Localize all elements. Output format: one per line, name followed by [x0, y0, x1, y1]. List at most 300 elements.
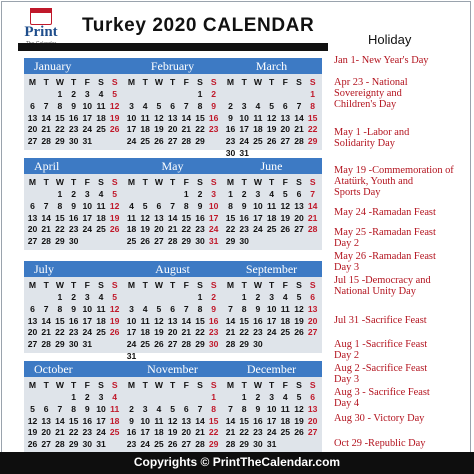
day-cell[interactable]: 30 [253, 339, 263, 350]
day-cell[interactable]: 28 [181, 136, 192, 147]
day-cell[interactable]: 19 [27, 427, 38, 438]
day-cell[interactable]: 28 [195, 439, 205, 450]
day-cell[interactable]: 29 [239, 339, 249, 350]
day-cell[interactable]: 8 [183, 200, 189, 211]
day-cell[interactable]: 16 [225, 124, 236, 135]
day-cell[interactable]: 21 [181, 124, 192, 135]
day-cell[interactable]: 28 [294, 136, 304, 147]
day-cell[interactable]: 19 [154, 327, 164, 338]
day-cell[interactable]: 13 [27, 112, 38, 123]
day-cell[interactable]: 24 [82, 224, 93, 235]
day-cell[interactable]: 13 [167, 315, 178, 326]
day-cell[interactable]: 7 [183, 100, 189, 111]
day-cell[interactable]: 26 [27, 439, 38, 450]
day-cell[interactable]: 8 [57, 100, 63, 111]
day-cell[interactable]: 9 [211, 303, 217, 314]
day-cell[interactable]: 4 [129, 200, 134, 211]
day-cell[interactable]: 23 [126, 439, 137, 450]
day-cell[interactable]: 8 [241, 403, 247, 414]
day-cell[interactable]: 10 [239, 112, 249, 123]
day-cell[interactable]: 25 [266, 224, 277, 235]
day-cell[interactable]: 10 [82, 303, 93, 314]
day-cell[interactable]: 22 [181, 224, 192, 235]
day-cell[interactable]: 23 [195, 224, 205, 235]
day-cell[interactable]: 1 [228, 189, 233, 199]
day-cell[interactable]: 18 [154, 427, 164, 438]
day-cell[interactable]: 3 [255, 189, 261, 199]
day-cell[interactable]: 7 [57, 403, 63, 414]
day-cell[interactable]: 30 [253, 439, 263, 450]
day-cell[interactable]: 13 [280, 112, 291, 123]
day-cell[interactable]: 16 [253, 315, 263, 326]
day-cell[interactable]: 21 [225, 427, 236, 438]
day-cell[interactable]: 14 [41, 112, 51, 123]
day-cell[interactable]: 16 [68, 315, 79, 326]
day-cell[interactable]: 14 [55, 415, 65, 426]
day-cell[interactable]: 16 [82, 415, 93, 426]
day-cell[interactable]: 15 [181, 212, 192, 223]
day-cell[interactable]: 12 [154, 112, 164, 123]
day-cell[interactable]: 4 [142, 100, 148, 111]
day-cell[interactable]: 29 [195, 339, 205, 350]
day-cell[interactable]: 3 [241, 100, 247, 111]
day-cell[interactable]: 2 [71, 292, 76, 302]
day-cell[interactable]: 27 [41, 439, 51, 450]
day-cell[interactable]: 7 [310, 189, 316, 199]
day-cell[interactable]: 22 [68, 427, 79, 438]
day-cell[interactable]: 2 [255, 292, 261, 302]
day-cell[interactable]: 5 [142, 200, 148, 211]
day-cell[interactable]: 19 [140, 224, 150, 235]
day-cell[interactable]: 12 [27, 415, 38, 426]
day-cell[interactable]: 1 [71, 392, 76, 402]
day-cell[interactable]: 24 [140, 439, 150, 450]
day-cell[interactable]: 1 [197, 89, 203, 99]
day-cell[interactable]: 22 [55, 224, 65, 235]
day-cell[interactable]: 19 [167, 427, 178, 438]
day-cell[interactable]: 17 [239, 124, 249, 135]
day-cell[interactable]: 19 [109, 112, 120, 123]
day-cell[interactable]: 29 [208, 439, 219, 450]
day-cell[interactable]: 28 [41, 136, 51, 147]
day-cell[interactable]: 19 [154, 124, 164, 135]
day-cell[interactable]: 10 [82, 100, 93, 111]
day-cell[interactable]: 31 [82, 339, 93, 350]
day-cell[interactable]: 21 [41, 224, 51, 235]
day-cell[interactable]: 25 [96, 327, 106, 338]
day-cell[interactable]: 9 [211, 100, 217, 111]
day-cell[interactable]: 18 [96, 112, 106, 123]
day-cell[interactable]: 1 [57, 89, 63, 99]
day-cell[interactable]: 30 [68, 236, 79, 247]
day-cell[interactable]: 24 [208, 224, 219, 235]
day-cell[interactable]: 6 [310, 392, 316, 402]
day-cell[interactable]: 18 [280, 415, 291, 426]
day-cell[interactable]: 20 [181, 427, 192, 438]
day-cell[interactable]: 28 [225, 339, 236, 350]
day-cell[interactable]: 26 [154, 339, 164, 350]
day-cell[interactable]: 28 [225, 439, 236, 450]
day-cell[interactable]: 21 [195, 427, 205, 438]
day-cell[interactable]: 16 [68, 112, 79, 123]
day-cell[interactable]: 11 [110, 403, 120, 414]
day-cell[interactable]: 3 [142, 403, 148, 414]
day-cell[interactable]: 4 [269, 189, 274, 199]
day-cell[interactable]: 2 [197, 189, 203, 199]
day-cell[interactable]: 27 [27, 136, 38, 147]
day-cell[interactable]: 12 [280, 200, 291, 211]
day-cell[interactable]: 4 [255, 100, 261, 111]
day-cell[interactable]: 15 [225, 212, 236, 223]
day-cell[interactable]: 16 [208, 315, 219, 326]
day-cell[interactable]: 15 [55, 112, 65, 123]
day-cell[interactable]: 13 [307, 303, 318, 314]
day-cell[interactable]: 6 [170, 303, 175, 314]
day-cell[interactable]: 31 [96, 439, 106, 450]
day-cell[interactable]: 14 [181, 315, 192, 326]
day-cell[interactable]: 25 [140, 136, 150, 147]
day-cell[interactable]: 3 [98, 392, 104, 402]
day-cell[interactable]: 15 [239, 415, 249, 426]
day-cell[interactable]: 11 [267, 200, 277, 211]
day-cell[interactable]: 16 [253, 415, 263, 426]
day-cell[interactable]: 4 [156, 403, 162, 414]
day-cell[interactable]: 2 [211, 89, 217, 99]
day-cell[interactable]: 5 [170, 403, 175, 414]
day-cell[interactable]: 28 [181, 339, 192, 350]
day-cell[interactable]: 22 [208, 427, 219, 438]
day-cell[interactable]: 3 [211, 189, 217, 199]
day-cell[interactable]: 21 [181, 327, 192, 338]
day-cell[interactable]: 4 [112, 392, 118, 402]
day-cell[interactable]: 1 [310, 89, 316, 99]
day-cell[interactable]: 8 [241, 303, 247, 314]
day-cell[interactable]: 1 [57, 189, 63, 199]
day-cell[interactable]: 19 [266, 124, 277, 135]
day-cell[interactable]: 30 [225, 148, 236, 158]
day-cell[interactable]: 8 [197, 100, 203, 111]
day-cell[interactable]: 1 [241, 392, 247, 402]
day-cell[interactable]: 20 [294, 212, 304, 223]
day-cell[interactable]: 9 [255, 303, 261, 314]
day-cell[interactable]: 6 [310, 292, 316, 302]
day-cell[interactable]: 27 [294, 224, 304, 235]
day-cell[interactable]: 9 [84, 403, 90, 414]
day-cell[interactable]: 26 [294, 427, 304, 438]
day-cell[interactable]: 31 [266, 439, 277, 450]
day-cell[interactable]: 18 [109, 415, 120, 426]
day-cell[interactable]: 13 [294, 200, 304, 211]
day-cell[interactable]: 18 [266, 212, 277, 223]
day-cell[interactable]: 18 [96, 315, 106, 326]
day-cell[interactable]: 24 [266, 327, 277, 338]
day-cell[interactable]: 8 [197, 303, 203, 314]
day-cell[interactable]: 1 [211, 392, 217, 402]
day-cell[interactable]: 25 [126, 236, 137, 247]
day-cell[interactable]: 21 [225, 327, 236, 338]
day-cell[interactable]: 7 [43, 303, 49, 314]
day-cell[interactable]: 14 [41, 315, 51, 326]
day-cell[interactable]: 29 [68, 439, 79, 450]
day-cell[interactable]: 17 [266, 415, 277, 426]
day-cell[interactable]: 13 [41, 415, 51, 426]
day-cell[interactable]: 1 [183, 189, 189, 199]
day-cell[interactable]: 8 [211, 403, 217, 414]
day-cell[interactable]: 21 [307, 212, 318, 223]
day-cell[interactable]: 5 [296, 392, 302, 402]
day-cell[interactable]: 26 [167, 439, 178, 450]
day-cell[interactable]: 27 [154, 236, 164, 247]
day-cell[interactable]: 5 [112, 89, 118, 99]
day-cell[interactable]: 11 [140, 112, 150, 123]
day-cell[interactable]: 12 [140, 212, 150, 223]
day-cell[interactable]: 29 [55, 339, 65, 350]
day-cell[interactable]: 31 [82, 136, 93, 147]
day-cell[interactable]: 28 [167, 236, 178, 247]
day-cell[interactable]: 17 [82, 315, 93, 326]
day-cell[interactable]: 23 [239, 224, 249, 235]
day-cell[interactable]: 9 [71, 100, 76, 111]
day-cell[interactable]: 7 [43, 100, 49, 111]
day-cell[interactable]: 15 [195, 112, 205, 123]
day-cell[interactable]: 26 [154, 136, 164, 147]
day-cell[interactable]: 2 [129, 403, 134, 414]
day-cell[interactable]: 7 [197, 403, 203, 414]
day-cell[interactable]: 24 [96, 427, 106, 438]
day-cell[interactable]: 28 [307, 224, 318, 235]
day-cell[interactable]: 11 [96, 303, 106, 314]
day-cell[interactable]: 14 [225, 315, 236, 326]
day-cell[interactable]: 13 [181, 415, 192, 426]
day-cell[interactable]: 23 [68, 327, 79, 338]
day-cell[interactable]: 3 [129, 100, 134, 111]
day-cell[interactable]: 27 [167, 136, 178, 147]
day-cell[interactable]: 3 [269, 392, 274, 402]
day-cell[interactable]: 3 [129, 303, 134, 314]
day-cell[interactable]: 25 [96, 224, 106, 235]
day-cell[interactable]: 8 [310, 100, 316, 111]
day-cell[interactable]: 23 [253, 427, 263, 438]
day-cell[interactable]: 24 [82, 327, 93, 338]
day-cell[interactable]: 27 [27, 339, 38, 350]
day-cell[interactable]: 23 [208, 124, 219, 135]
day-cell[interactable]: 25 [154, 439, 164, 450]
day-cell[interactable]: 11 [126, 212, 137, 223]
day-cell[interactable]: 4 [98, 292, 104, 302]
day-cell[interactable]: 27 [307, 427, 318, 438]
day-cell[interactable]: 24 [126, 339, 137, 350]
day-cell[interactable]: 4 [98, 189, 104, 199]
day-cell[interactable]: 9 [241, 200, 247, 211]
day-cell[interactable]: 11 [96, 100, 106, 111]
day-cell[interactable]: 12 [266, 112, 277, 123]
day-cell[interactable]: 12 [167, 415, 178, 426]
day-cell[interactable]: 10 [266, 303, 277, 314]
day-cell[interactable]: 12 [109, 303, 120, 314]
day-cell[interactable]: 2 [71, 189, 76, 199]
day-cell[interactable]: 7 [170, 200, 175, 211]
day-cell[interactable]: 30 [82, 439, 93, 450]
day-cell[interactable]: 29 [239, 439, 249, 450]
day-cell[interactable]: 6 [156, 200, 162, 211]
day-cell[interactable]: 1 [241, 292, 247, 302]
day-cell[interactable]: 27 [280, 136, 291, 147]
day-cell[interactable]: 7 [183, 303, 189, 314]
day-cell[interactable]: 16 [208, 112, 219, 123]
day-cell[interactable]: 18 [253, 124, 263, 135]
day-cell[interactable]: 15 [239, 315, 249, 326]
day-cell[interactable]: 27 [27, 236, 38, 247]
day-cell[interactable]: 16 [239, 212, 249, 223]
day-cell[interactable]: 8 [71, 403, 76, 414]
day-cell[interactable]: 23 [68, 224, 79, 235]
day-cell[interactable]: 3 [269, 292, 274, 302]
day-cell[interactable]: 12 [109, 200, 120, 211]
day-cell[interactable]: 9 [197, 200, 203, 211]
day-cell[interactable]: 9 [129, 415, 134, 426]
day-cell[interactable]: 18 [126, 224, 137, 235]
day-cell[interactable]: 20 [41, 427, 51, 438]
day-cell[interactable]: 16 [195, 212, 205, 223]
day-cell[interactable]: 6 [30, 303, 35, 314]
day-cell[interactable]: 5 [156, 100, 162, 111]
day-cell[interactable]: 2 [71, 89, 76, 99]
day-cell[interactable]: 19 [109, 212, 120, 223]
day-cell[interactable]: 17 [126, 124, 137, 135]
day-cell[interactable]: 31 [208, 236, 219, 247]
day-cell[interactable]: 13 [307, 403, 318, 414]
day-cell[interactable]: 26 [109, 124, 120, 135]
day-cell[interactable]: 25 [253, 136, 263, 147]
day-cell[interactable]: 20 [167, 124, 178, 135]
day-cell[interactable]: 8 [57, 200, 63, 211]
day-cell[interactable]: 29 [307, 136, 318, 147]
day-cell[interactable]: 4 [142, 303, 148, 314]
day-cell[interactable]: 11 [154, 415, 164, 426]
day-cell[interactable]: 14 [181, 112, 192, 123]
day-cell[interactable]: 15 [195, 315, 205, 326]
day-cell[interactable]: 11 [280, 303, 290, 314]
day-cell[interactable]: 17 [253, 212, 263, 223]
day-cell[interactable]: 20 [167, 327, 178, 338]
day-cell[interactable]: 6 [30, 100, 35, 111]
day-cell[interactable]: 10 [126, 112, 137, 123]
day-cell[interactable]: 22 [307, 124, 318, 135]
day-cell[interactable]: 13 [167, 112, 178, 123]
day-cell[interactable]: 21 [41, 124, 51, 135]
day-cell[interactable]: 28 [55, 439, 65, 450]
day-cell[interactable]: 5 [112, 189, 118, 199]
day-cell[interactable]: 24 [239, 136, 249, 147]
day-cell[interactable]: 31 [126, 351, 137, 361]
day-cell[interactable]: 5 [296, 292, 302, 302]
day-cell[interactable]: 20 [307, 315, 318, 326]
day-cell[interactable]: 16 [126, 427, 137, 438]
day-cell[interactable]: 27 [307, 327, 318, 338]
day-cell[interactable]: 2 [84, 392, 90, 402]
day-cell[interactable]: 10 [126, 315, 137, 326]
day-cell[interactable]: 15 [208, 415, 219, 426]
day-cell[interactable]: 11 [280, 403, 290, 414]
day-cell[interactable]: 23 [225, 136, 236, 147]
day-cell[interactable]: 7 [228, 303, 233, 314]
day-cell[interactable]: 11 [96, 200, 106, 211]
day-cell[interactable]: 26 [280, 224, 291, 235]
day-cell[interactable]: 9 [71, 200, 76, 211]
day-cell[interactable]: 9 [71, 303, 76, 314]
day-cell[interactable]: 20 [27, 224, 38, 235]
day-cell[interactable]: 22 [195, 327, 205, 338]
day-cell[interactable]: 20 [154, 224, 164, 235]
day-cell[interactable]: 30 [195, 236, 205, 247]
day-cell[interactable]: 21 [41, 327, 51, 338]
day-cell[interactable]: 18 [140, 124, 150, 135]
day-cell[interactable]: 27 [167, 339, 178, 350]
day-cell[interactable]: 10 [208, 200, 219, 211]
day-cell[interactable]: 4 [98, 89, 104, 99]
day-cell[interactable]: 20 [307, 415, 318, 426]
day-cell[interactable]: 15 [307, 112, 318, 123]
day-cell[interactable]: 21 [294, 124, 304, 135]
day-cell[interactable]: 8 [228, 200, 233, 211]
day-cell[interactable]: 22 [195, 124, 205, 135]
day-cell[interactable]: 14 [307, 200, 318, 211]
day-cell[interactable]: 26 [109, 224, 120, 235]
day-cell[interactable]: 11 [253, 112, 263, 123]
day-cell[interactable]: 6 [170, 100, 175, 111]
day-cell[interactable]: 1 [197, 292, 203, 302]
day-cell[interactable]: 21 [167, 224, 178, 235]
day-cell[interactable]: 5 [282, 189, 288, 199]
day-cell[interactable]: 26 [266, 136, 277, 147]
day-cell[interactable]: 25 [280, 327, 291, 338]
day-cell[interactable]: 14 [225, 415, 236, 426]
day-cell[interactable]: 15 [68, 415, 79, 426]
day-cell[interactable]: 13 [27, 212, 38, 223]
day-cell[interactable]: 19 [294, 315, 304, 326]
day-cell[interactable]: 10 [96, 403, 106, 414]
day-cell[interactable]: 27 [181, 439, 192, 450]
day-cell[interactable]: 24 [126, 136, 137, 147]
day-cell[interactable]: 30 [239, 236, 249, 247]
day-cell[interactable]: 29 [181, 236, 192, 247]
day-cell[interactable]: 18 [280, 315, 291, 326]
day-cell[interactable]: 25 [96, 124, 106, 135]
day-cell[interactable]: 6 [296, 189, 302, 199]
day-cell[interactable]: 26 [140, 236, 150, 247]
day-cell[interactable]: 4 [282, 292, 288, 302]
day-cell[interactable]: 18 [96, 212, 106, 223]
day-cell[interactable]: 3 [84, 292, 90, 302]
day-cell[interactable]: 7 [43, 200, 49, 211]
day-cell[interactable]: 19 [294, 415, 304, 426]
day-cell[interactable]: 29 [195, 136, 205, 147]
day-cell[interactable]: 17 [266, 315, 277, 326]
day-cell[interactable]: 10 [266, 403, 277, 414]
day-cell[interactable]: 21 [55, 427, 65, 438]
day-cell[interactable]: 19 [109, 315, 120, 326]
day-cell[interactable]: 3 [84, 89, 90, 99]
day-cell[interactable]: 14 [41, 212, 51, 223]
day-cell[interactable]: 7 [228, 403, 233, 414]
day-cell[interactable]: 25 [140, 339, 150, 350]
day-cell[interactable]: 5 [156, 303, 162, 314]
day-cell[interactable]: 22 [239, 327, 249, 338]
day-cell[interactable]: 24 [266, 427, 277, 438]
day-cell[interactable]: 2 [228, 100, 233, 111]
day-cell[interactable]: 19 [280, 212, 291, 223]
day-cell[interactable]: 11 [140, 315, 150, 326]
